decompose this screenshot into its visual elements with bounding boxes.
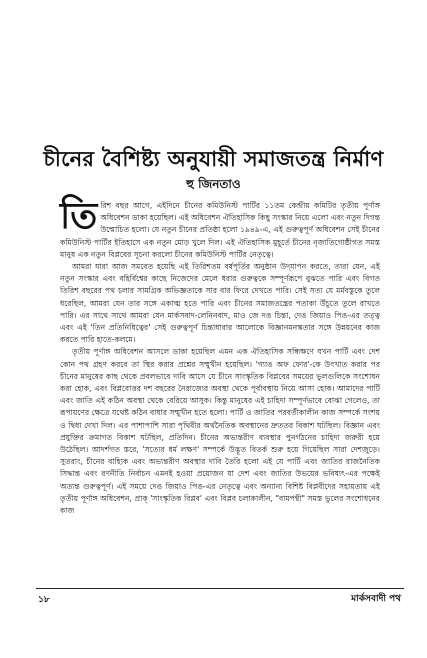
journal-name: মার্কসবাদী পথ: [351, 594, 401, 604]
footer-divider: [36, 588, 404, 589]
article-author: হু জিনতাও: [186, 177, 241, 191]
article-body: [60, 196, 380, 517]
paragraph-1-text: রিশ বছর আগে, এইদিনে চীনের কমিউনিস্ট পার্টির ১১তম কেন্দ্রীয় কমিটির তৃতীয় পূর্ণাঙ্গ অধিবেশন ডাকা হয়েছিল। এই অধিবেশন ঐতিহাসিক কিছু সংস্কার নিয়ে এলো এবং নতুন দিগন্ত উন্মোচিত হলো। যে নতুন চীনের প্রতিষ্ঠা হলো ১৯৪৯-এ, এই গুরুত্বপূর্ণ অধিবেশন সেই চীনের কমিউনিস্ট পার্টির ইতিহাসে এক নতুন মোড় খুলে দিল। এই ঐতিহাসিক মুহূর্তে চীনের নৃজাতিগোষ্ঠীগত সমস্ত মানুষ এক নতুন বিপ্লবের সূচনা করলো চীনের কমিউনিস্ট পার্টির নেতৃত্বে।: [60, 201, 380, 259]
page-number: ১৮: [38, 595, 50, 605]
article-title: চীনের বৈশিষ্ট্য অনুযায়ী সমাজতন্ত্র নির্মাণ: [43, 147, 384, 171]
paragraph-3: তৃতীয় পূর্ণাঙ্গ অধিবেশন আসলে ডাকা হয়েছিল এমন এক ঐতিহাসিক সন্ধিক্ষণে যখন পার্টি এবং দেশ কোন পথ গ্রহণ করবে তা স্থির করার প্রশ্নের সম্মুখীন হয়েছিল। 'গ্যাঙ অফ ফোর'-কে উৎখাত করার পর চীনের মানুষের কাছ থেকে প্রবলভাবে দাবি আসে যে চীনে সাংস্কৃতিক বিপ্লবের সময়ের ভুলগুলিকে সংশোধন করা হোক, এবং বিপ্লবোত্তর দশ বছরের নৈরাজ্যের অবস্থা থেকে পূর্বাবস্থায় নিয়ে আসা হোক। আমাদের পার্টি এবং জাতি এই কঠিন অবস্থা থেকে বেরিয়ে আসুক। কিন্তু মানুষের এই চাহিদা সম্পূর্ণভাবে বোঝা গেলেও, তা রূপায়ণের ক্ষেত্রে যথেষ্ট কঠিন বাধার সম্মুখীন হতে হলো। পার্টি ও জাতির পরবর্তীকালীন কাজ সম্পর্কে সংশয় ও দ্বিধা দেখা দিল। এর পাশাপাশি সারা পৃথিবীর অর্থনৈতিক অবস্থানের দ্রুততর বিকাশ ঘটছিল। বিজ্ঞান এবং প্রযুক্তির ক্রমাগত বিকাশ ঘটছিল, প্রতিদিন। চীনের অভ্যন্তরীণ ব্যবস্থার পুনর্গঠনের চাহিদা জরুরী হয়ে উঠেছিল। আদর্শগত স্তরে, 'সত্যের ধর্ম লক্ষণ' সম্পর্কে উদ্ভূত বিতর্ক শুরু হয়ে গিয়েছিল সারা দেশজুড়ে। সুতরাং, চীনের বাহ্যিক এবং অভ্যন্তরীণ অবস্থার দাবি তৈরি হলো এই যে পার্টি এবং জাতির রাজনৈতিক সিদ্ধান্ত এবং রণনীতি নির্বাচন এমনই হওয়া প্রয়োজন যা দেশ এবং জাতির উভয়ের ভবিষ্যৎ-এর পক্ষেই অত্যন্ত গুরুত্বপূর্ণ। এই সময়ে দেঙ জিয়াও পিঙ-এর নেতৃত্বে এবং অন্যান্য বিশিষ্ট বিপ্লবীদের সহায়তায় এই তৃতীয় পূর্ণাঙ্গ অধিবেশন, প্রাক্‌ 'সাংস্কৃতিক বিপ্লব' এবং বিপ্লব চলাকালীন, "বামপন্থী" সমস্ত ভুলের সংশোধনের কাজ: [60, 347, 380, 516]
drop-cap: তি: [60, 196, 98, 237]
paragraph-2: আমরা যারা আজ সমবেত হয়েছি এই তিরিশতম বর্ষপূর্তির অনুষ্ঠান উদ্‌যাপন করতে, তারা যেন, এই নতুন সংস্কার এবং বহির্বিশ্বের কাছে নিজেদের মেলে ধরার গুরুত্বকে সম্পূর্ণরূপে বুঝতে পারি এবং বিগত তিরিশ বছরের পথ চলার সামগ্রিক অভিজ্ঞতাকে সার বার ফিরে দেখতে পারি। সেই সত্য যে মর্মবস্তুকে তুলে ধরেছিল, আমরা যেন তার সঙ্গে একাত্ম হতে পারি এবং চীনের সমাজতন্ত্রের পতাকা উঁচুতে তুলে রাখতে পারি। এর সাথে সাথে আমরা যেন মার্কসবাদ-লেনিনবাদ, মাও জে দঙ চিন্তা, দেঙ জিয়াও পিঙ-এর তত্ত্ব এবং এই 'তিন প্রতিনিধিত্বের' সেই গুরুত্বপূর্ণ চিন্তাধারার আলোকে বিজ্ঞানমনস্কতার সঙ্গে উন্নয়নের কাজ করতে পারি হাতে-কলমে।: [60, 262, 380, 345]
paragraph-1: [60, 196, 380, 261]
